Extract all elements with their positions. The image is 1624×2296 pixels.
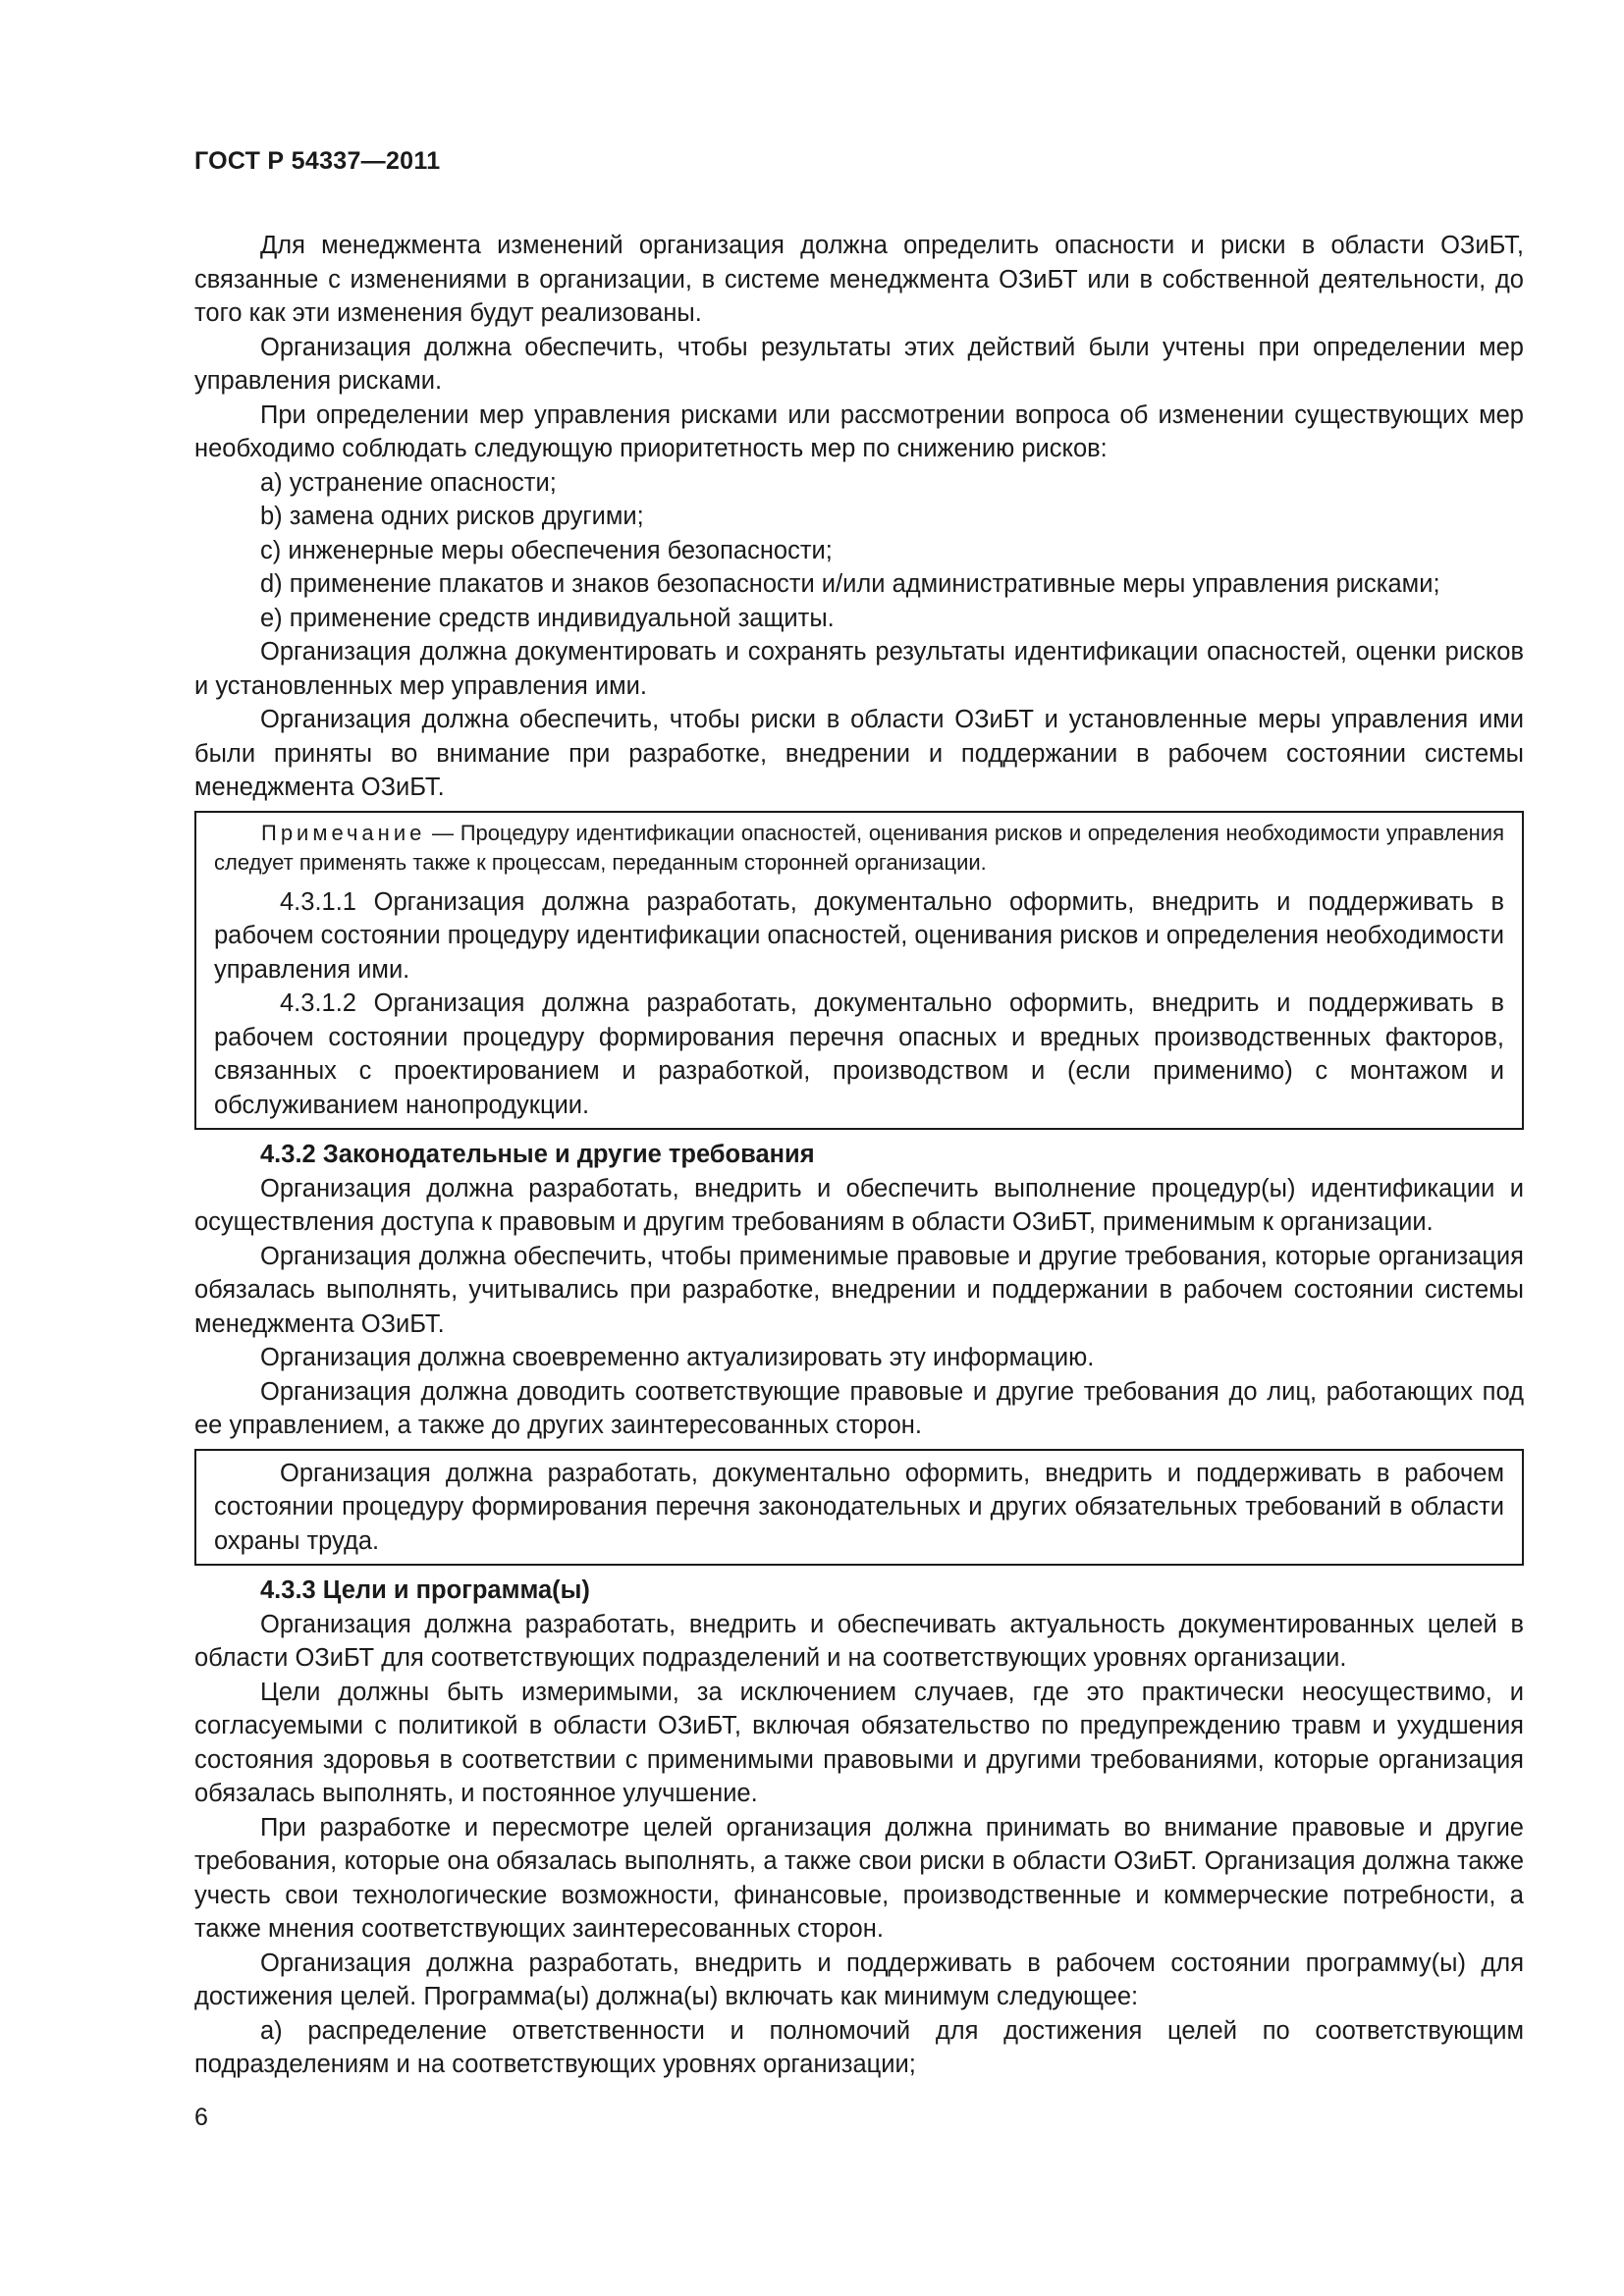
document-header: ГОСТ Р 54337—2011 (194, 147, 441, 175)
paragraph: Организация должна разработать, документально оформить, внедрить и поддерживать в рабочем состоянии процедуру формирования перечня законодательных и других обязательных требований в области охраны труда. (214, 1459, 1504, 1555)
clause-4-3-1-2: 4.3.1.2 Организация должна разработать, документально оформить, внедрить и поддерживать в рабочем состоянии процедуру формирования перечня опасных и вредных производственных факторов, связанных с проектированием и разработкой, производством и (если применимо) с монтажом и обслуживанием нанопродукции. (214, 989, 1504, 1119)
paragraph: Организация должна своевременно актуализировать эту информацию. (260, 1344, 1095, 1371)
boxed-supplement-2 (194, 1449, 1524, 1567)
paragraph: Цели должны быть измеримыми, за исключением случаев, где это практически неосуществимо, и согласуемыми с политикой в области ОЗиБТ, включая обязательство по предупреждению травм и ухудшения состояния здоровья в соответствии с применимыми правовыми и другими требованиями, которые организация обязалась выполнять, и постоянное улучшение. (194, 1678, 1524, 1807)
page-number: 6 (194, 2104, 208, 2131)
list-item: d) применение плакатов и знаков безопасности и/или административные меры управления рисками; (260, 570, 1440, 598)
paragraph: При определении мер управления рисками или рассмотрении вопроса об изменении существующих мер необходимо соблюдать следующую приоритетность мер по снижению рисков: (194, 400, 1524, 462)
paragraph: Организация должна обеспечить, чтобы риски в области ОЗиБТ и установленные меры управления ими были приняты во внимание при разработке, внедрении и поддержании в рабочем состоянии системы менеджмента ОЗиБТ. (194, 706, 1524, 801)
paragraph: Организация должна обеспечить, чтобы результаты этих действий были учтены при определении мер управления рисками. (194, 333, 1524, 395)
note-label: Примечание (261, 820, 426, 845)
section-heading-4-3-2: 4.3.2 Законодательные и другие требования (260, 1141, 815, 1168)
section-heading-4-3-3: 4.3.3 Цели и программа(ы) (260, 1576, 590, 1604)
paragraph: Организация должна доводить соответствующие правовые и другие требования до лиц, работающих под ее управлением, а также до других заинтересованных сторон. (194, 1377, 1524, 1439)
note-text: — Процедуру идентификации опасностей, оценивания рисков и определения необходимости управления следует применять также к процессам, переданным сторонней организации. (214, 820, 1504, 875)
paragraph: При разработке и пересмотре целей организация должна принимать во внимание правовые и другие требования, которые она обязалась выполнять, а также свои риски в области ОЗиБТ. Организация должна также учесть свои технологические возможности, финансовые, производственные и коммерческие потребности, а также мнения соответствующих заинтересованных сторон. (194, 1813, 1524, 1943)
list-item: e) применение средств индивидуальной защиты. (260, 604, 835, 632)
boxed-supplement-1 (194, 811, 1524, 1131)
paragraph: Организация должна обеспечить, чтобы применимые правовые и другие требования, которые организация обязалась выполнять, учитывались при разработке, внедрении и поддержании в рабочем состоянии системы менеджмента ОЗиБТ. (194, 1242, 1524, 1338)
list-item: a) устранение опасности; (260, 468, 557, 497)
list-item: c) инженерные меры обеспечения безопасности; (260, 536, 833, 564)
list-item: b) замена одних рисков другими; (260, 503, 644, 530)
document-body (194, 229, 1524, 2082)
paragraph: Организация должна разработать, внедрить и обеспечить выполнение процедур(ы) идентификации и осуществления доступа к правовым и другим требованиям в области ОЗиБТ, применимым к организации. (194, 1174, 1524, 1236)
paragraph: Для менеджмента изменений организация должна определить опасности и риски в области ОЗиБТ, связанные с изменениями в организации, в системе менеджмента ОЗиБТ или в собственной деятельности, до того как эти изменения будут реализованы. (194, 232, 1524, 327)
list-item: a) распределение ответственности и полномочий для достижения целей по соответствующим подразделениям и на соответствующих уровнях организации; (194, 2016, 1524, 2078)
paragraph: Организация должна разработать, внедрить и обеспечивать актуальность документированных целей в области ОЗиБТ для соответствующих подразделений и на соответствующих уровнях организации. (194, 1610, 1524, 1672)
note (214, 819, 1504, 878)
paragraph: Организация должна документировать и сохранять результаты идентификации опасностей, оценки рисков и установленных мер управления ими. (194, 638, 1524, 700)
clause-4-3-1-1: 4.3.1.1 Организация должна разработать, документально оформить, внедрить и поддерживать в рабочем состоянии процедуру идентификации опасностей, оценивания рисков и определения необходимости управления ими. (214, 887, 1504, 984)
paragraph: Организация должна разработать, внедрить и поддерживать в рабочем состоянии программу(ы) для достижения целей. Программа(ы) должна(ы) включать как минимум следующее: (194, 1949, 1524, 2010)
